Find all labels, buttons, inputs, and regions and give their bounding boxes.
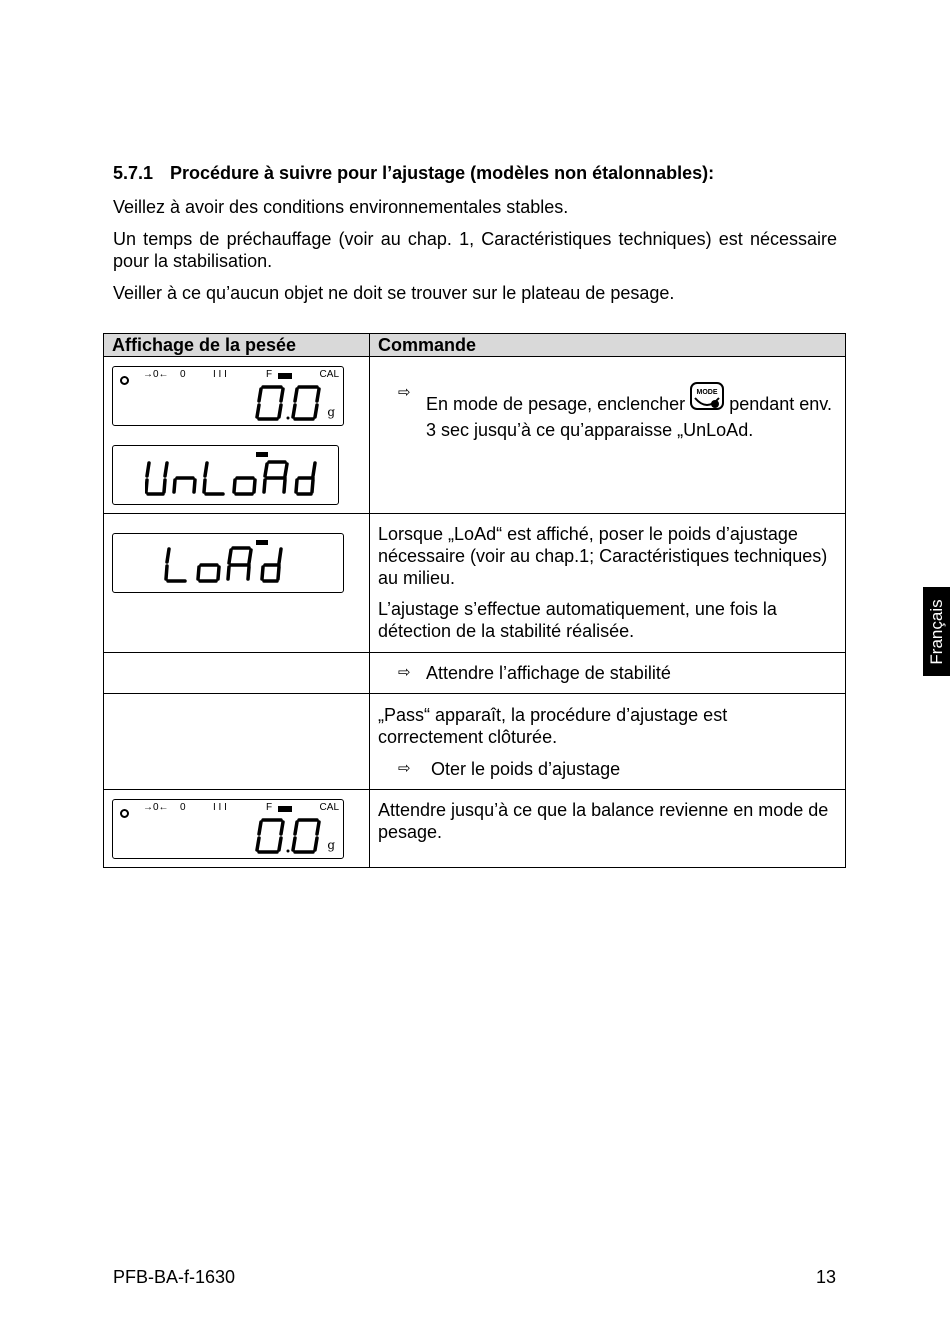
unit-g: g [327, 838, 335, 852]
display-cell [104, 694, 370, 790]
zero-digit-indicator: 0 [180, 369, 186, 380]
command-cell [370, 514, 846, 653]
table-row [104, 357, 846, 514]
command-cell [370, 653, 846, 694]
lcd-load-display [112, 533, 344, 593]
paragraph-warmup: Un temps de préchauffage (voir au chap. 1, Caractéristiques techniques) est nécessaire pour la stabilisation. [113, 229, 837, 271]
load-paragraph: Lorsque „LoAd“ est affiché, poser le poids d’ajustage nécessaire (voir au chap.1; Caractéristiques techniques) au milieu. [378, 524, 828, 588]
tick-indicators: I I I [213, 802, 227, 813]
auto-adjust-paragraph: L’ajustage s’effectue automatiquement, une fois la détection de la stabilité réalisée. [378, 599, 777, 641]
arrow-right-icon: ⇨ [398, 384, 411, 401]
tick-indicators: I I I [213, 369, 227, 380]
paragraph-no-object: Veiller à ce qu’aucun objet ne doit se trouver sur le plateau de pesage. [113, 283, 675, 303]
cal-indicator: CAL [319, 369, 339, 380]
arrow-right-icon: ⇨ [398, 760, 411, 777]
header-display: Affichage de la pesée [104, 334, 370, 357]
footer-doc-id: PFB-BA-f-1630 [113, 1267, 236, 1287]
unit-g: g [327, 405, 335, 419]
arrow-instruction [370, 382, 845, 441]
section-heading [113, 163, 714, 184]
instruction-text: En mode de pesage, enclencher MODE pendant env. 3 sec jusqu’à ce qu’apparaisse „UnLoAd. [426, 382, 845, 441]
load-segments [163, 546, 293, 586]
weight-digits [255, 385, 325, 421]
stability-circle-icon [120, 809, 129, 818]
language-tab [923, 587, 950, 676]
svg-text:MODE: MODE [696, 389, 718, 396]
pass-paragraph: „Pass“ apparaît, la procédure d’ajustage est correctement clôturée. [378, 705, 728, 747]
paragraph-stable-conditions: Veillez à avoir des conditions environnementales stables. [113, 197, 569, 217]
display-cell [104, 790, 370, 868]
f-indicator: F [266, 369, 273, 380]
zero-indicator: →0← [143, 369, 169, 380]
footer-page-number: 13 [816, 1267, 837, 1287]
zero-digit-indicator: 0 [180, 802, 186, 813]
cal-indicator: CAL [319, 802, 339, 813]
battery-icon [278, 371, 292, 383]
table-row [104, 514, 846, 653]
table-row [104, 653, 846, 694]
language-tab-label: Français [926, 598, 946, 665]
command-cell [370, 357, 846, 514]
table-row [104, 790, 846, 868]
header-command: Commande [370, 334, 846, 357]
lcd-weight-display [112, 366, 344, 426]
section-title: Procédure à suivre pour l’ajustage (modèles non étalonnables): [170, 163, 715, 183]
command-cell [370, 790, 846, 868]
stability-circle-icon [120, 376, 129, 385]
adjustment-table [103, 333, 846, 868]
lcd-weight-display [112, 799, 344, 859]
command-cell [370, 694, 846, 790]
mode-key-icon [690, 382, 724, 419]
arrow-instruction [370, 662, 845, 684]
display-cell [104, 514, 370, 653]
battery-icon [278, 804, 292, 816]
table-header-row [104, 334, 846, 357]
table-row [104, 694, 846, 790]
instruction-text: Attendre l’affichage de stabilité [426, 663, 671, 683]
arrow-right-icon: ⇨ [398, 664, 411, 681]
section-number: 5.7.1 [113, 163, 154, 183]
display-cell [104, 653, 370, 694]
instruction-text: Oter le poids d’ajustage [431, 759, 621, 779]
display-cell [104, 357, 370, 514]
weight-digits [255, 818, 325, 854]
lcd-unload-display [112, 445, 339, 505]
arrow-instruction [370, 758, 845, 780]
zero-indicator: →0← [143, 802, 169, 813]
return-paragraph: Attendre jusqu’à ce que la balance revienne en mode de pesage. [378, 800, 829, 842]
unload-segments [145, 460, 325, 496]
f-indicator: F [266, 802, 273, 813]
